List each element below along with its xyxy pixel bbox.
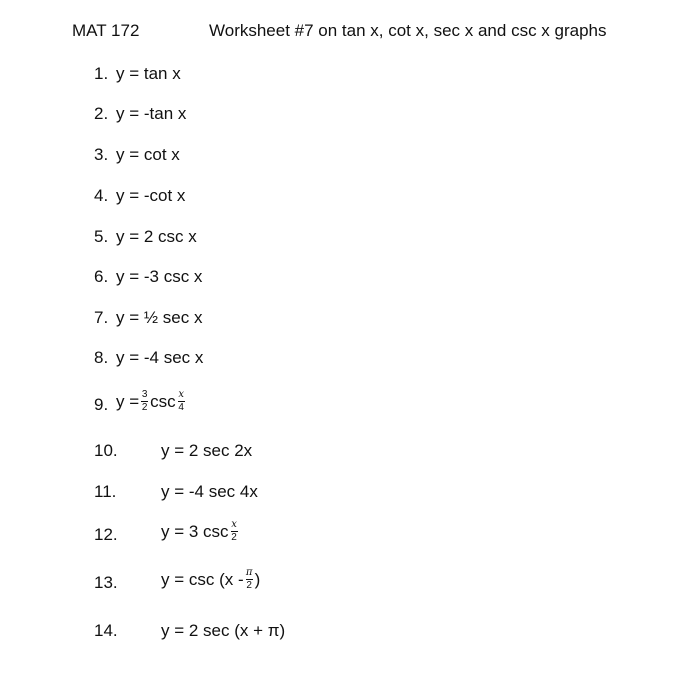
problem-number: 11.: [94, 482, 117, 501]
problem-number: 6.: [94, 267, 109, 286]
problem-number: 4.: [94, 186, 109, 205]
problem-equation: y = 2 sec (x + π): [161, 621, 286, 640]
fraction-numerator: x: [178, 389, 184, 400]
fraction-denominator: 2: [141, 402, 148, 413]
fraction: [178, 390, 185, 413]
problem-equation: [161, 568, 260, 591]
problem-equation: y = -4 sec x: [116, 348, 204, 367]
problem-equation: y = 2 csc x: [116, 227, 197, 246]
problem-number: 8.: [94, 348, 109, 367]
equation-prefix: y = csc (x -: [161, 569, 244, 589]
problem-number: 2.: [94, 104, 109, 123]
problem-equation: y = tan x: [116, 64, 181, 83]
equation-prefix: y =: [116, 391, 140, 411]
problem-equation: y = -4 sec 4x: [161, 482, 258, 501]
problem-number: 5.: [94, 227, 109, 246]
fraction: [141, 390, 148, 413]
fraction-denominator: 2: [246, 580, 252, 591]
fraction-numerator: π: [245, 567, 253, 578]
equation-prefix: y = 3 csc: [161, 521, 229, 541]
problem-equation: y = 2 sec 2x: [161, 441, 253, 460]
problem-number: 3.: [94, 145, 109, 164]
equation-suffix: ): [254, 569, 261, 589]
problem-equation: y = -tan x: [116, 104, 187, 123]
fraction: [246, 568, 253, 591]
course-code: MAT 172: [72, 21, 140, 40]
problem-equation: y = cot x: [116, 145, 180, 164]
problem-equation: [161, 520, 240, 543]
problem-number: 10.: [94, 441, 118, 460]
fraction-denominator: 2: [231, 532, 237, 543]
problem-number: 1.: [94, 64, 109, 83]
equation-function: csc: [150, 391, 176, 411]
problem-number: 12.: [94, 525, 118, 544]
problem-equation: [116, 390, 187, 413]
fraction-denominator: 4: [178, 402, 184, 413]
problem-number: 14.: [94, 621, 118, 640]
fraction: [231, 520, 238, 543]
fraction-numerator: 3: [141, 389, 148, 400]
worksheet-title: Worksheet #7 on tan x, cot x, sec x and csc x graphs: [209, 21, 607, 40]
problem-number: 7.: [94, 308, 109, 327]
problem-equation: y = -3 csc x: [116, 267, 203, 286]
problem-number: 13.: [94, 573, 118, 592]
problem-equation: y = ½ sec x: [116, 308, 203, 327]
fraction-numerator: x: [231, 519, 237, 530]
problem-number: 9.: [94, 395, 109, 414]
problem-equation: y = -cot x: [116, 186, 186, 205]
